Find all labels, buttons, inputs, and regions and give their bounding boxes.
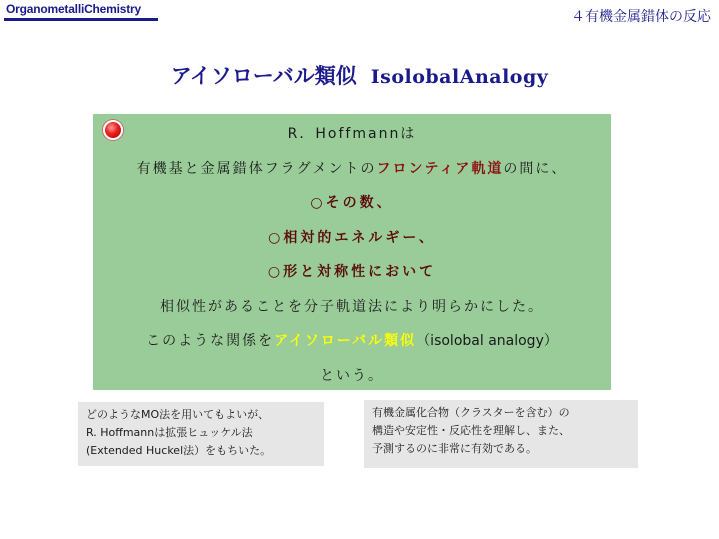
note-right-line-1: 有機金属化合物（クラスターを含む）の: [372, 406, 570, 419]
course-title: OrganometalliChemistry: [6, 2, 141, 16]
content-line-7: [93, 330, 611, 350]
isolobal-highlight: アイソローバル類似: [274, 333, 417, 349]
note-left-line-1: どのようなMO法を用いてもよいが、: [86, 408, 270, 421]
note-left-line-3: (Extended Huckel法）をもちいた。: [86, 444, 272, 457]
content-line-2-pre: 有機基と金属錯体フラグメントの: [136, 161, 377, 177]
note-right-line-3: 予測するのに非常に有効である。: [372, 442, 537, 455]
content-line-3: ○その数、: [310, 195, 394, 211]
content-line-7-post: （isolobal analogy）: [416, 333, 558, 349]
note-right-line-2: 構造や安定性・反応性を理解し、また、: [372, 424, 570, 437]
slide-title-en: IsolobalAnalogy: [370, 66, 549, 88]
content-line-7-pre: このような関係を: [146, 333, 275, 349]
slide-title-jp: アイソローバル類似: [170, 64, 357, 88]
content-line-8: という。: [320, 368, 384, 384]
content-line-6: 相似性があることを分子軌道法により明らかにした。: [160, 299, 544, 315]
content-line-2-post: の間に、: [503, 161, 568, 177]
frontier-orbital-highlight: フロンティア軌道: [376, 161, 504, 177]
chapter-title: ４有機金属錯体の反応: [571, 9, 711, 25]
content-line-4: ○相対的エネルギー、: [268, 230, 436, 246]
content-line-2: [93, 158, 611, 178]
content-line-5: ○形と対称性において: [267, 264, 437, 280]
note-left-line-2: R. Hoffmannは拡張ヒュッケル法: [86, 426, 253, 439]
slide-title: [0, 60, 719, 90]
note-box-right: [364, 400, 638, 468]
content-line-1: R．Hoffmannは: [287, 126, 417, 142]
note-box-left: [78, 402, 324, 466]
main-content-box: [93, 114, 611, 390]
header-underline: [4, 18, 158, 21]
